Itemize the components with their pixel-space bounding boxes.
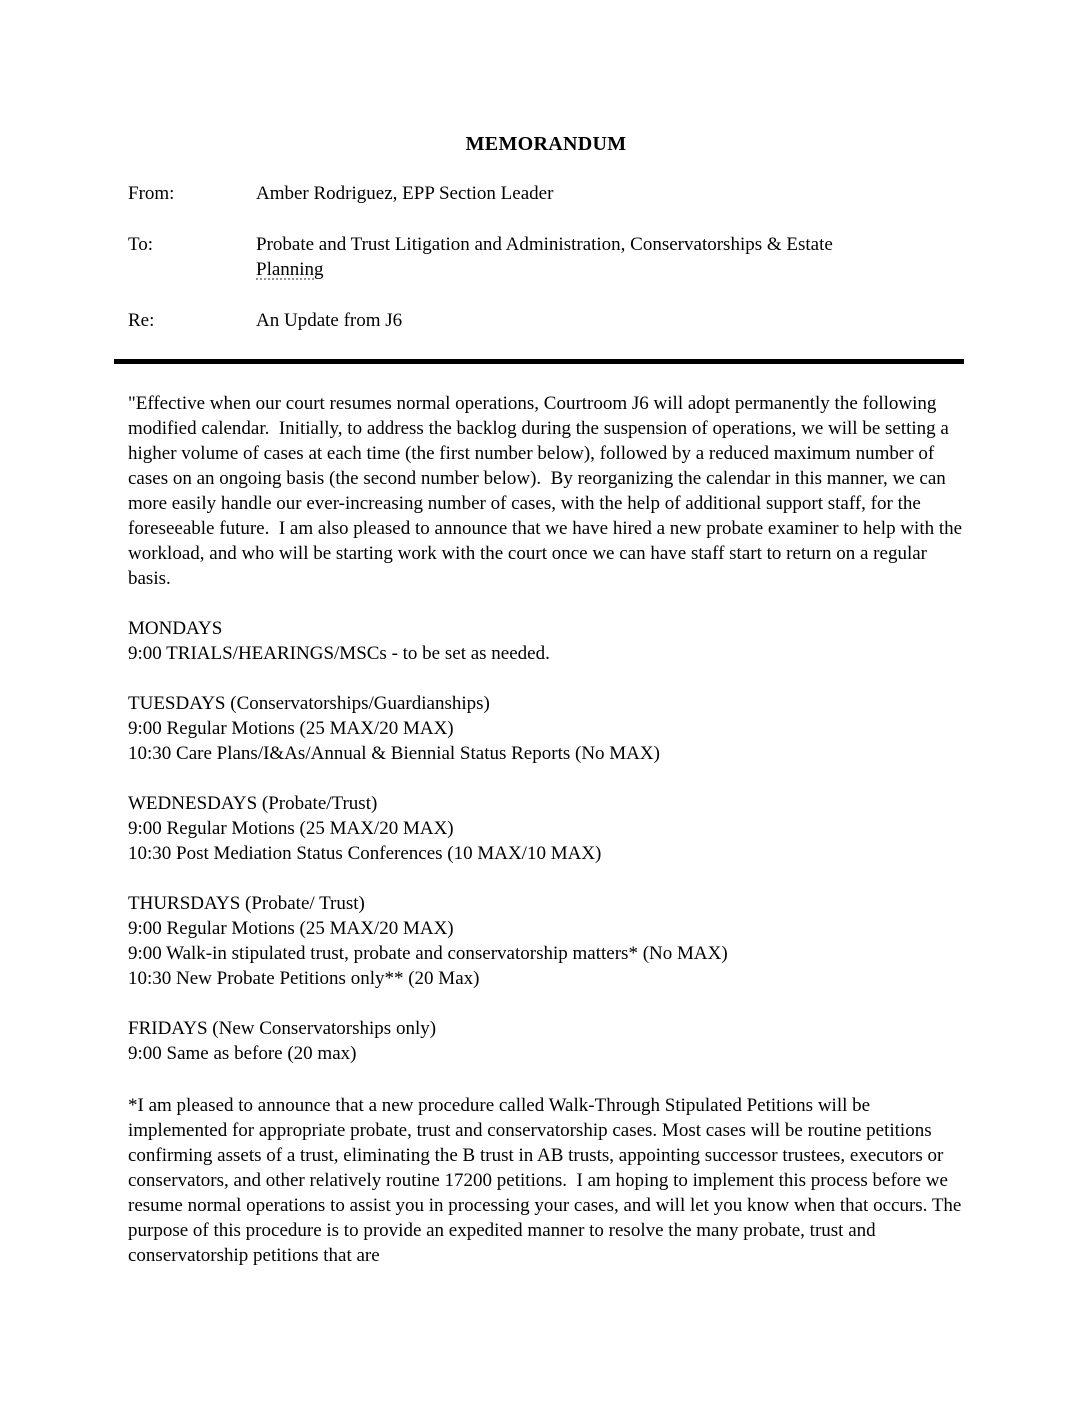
schedule-line: 9:00 Regular Motions (25 MAX/20 MAX)	[128, 718, 454, 739]
header-divider-rule	[114, 359, 964, 364]
schedule-line: 10:30 New Probate Petitions only** (20 Max)	[128, 968, 480, 989]
to-value-line1: Probate and Trust Litigation and Administration, Conservatorships & Estate	[256, 234, 833, 255]
re-value: An Update from J6	[256, 310, 403, 331]
schedule-line: 10:30 Post Mediation Status Conferences (10 MAX/10 MAX)	[128, 843, 602, 864]
memo-title: MEMORANDUM	[465, 133, 627, 155]
schedule-day-heading: FRIDAYS (New Conservatorships only)	[128, 1018, 437, 1039]
field-re	[128, 308, 964, 333]
schedule-day-heading: TUESDAYS (Conservatorships/Guardianships)	[128, 693, 490, 714]
field-to	[128, 232, 964, 282]
schedule-line: 9:00 Same as before (20 max)	[128, 1043, 357, 1064]
schedule-line: 9:00 Regular Motions (25 MAX/20 MAX)	[128, 918, 454, 939]
schedule-day-heading: MONDAYS	[128, 618, 223, 639]
schedule-wednesdays	[128, 791, 964, 866]
from-label: From:	[128, 183, 175, 204]
schedule-tuesdays	[128, 691, 964, 766]
schedule-fridays	[128, 1016, 964, 1066]
intro-paragraph: "Effective when our court resumes normal operations, Courtroom J6 will adopt permanently the following modified calendar. Initially, to address the backlog during the suspension of operations, we will be setting a higher volume of cases at each time (the first number below), followed by a reduced maximum number of cases on an ongoing basis (the second number below). By reorganizing the calendar in this manner, we can more easily handle our ever-increasing number of cases, with the help of additional support staff, for the foreseeable future. I am also pleased to announce that we have hired a new probate examiner to help with the workload, and who will be starting work with the court once we can have staff start to return on a regular basis.	[128, 393, 967, 589]
memo-content	[128, 132, 967, 1268]
schedule-line: 10:30 Care Plans/I&As/Annual & Biennial Status Reports (No MAX)	[128, 743, 660, 764]
schedule-mondays	[128, 616, 964, 666]
schedule-line: 9:00 Regular Motions (25 MAX/20 MAX)	[128, 818, 454, 839]
schedule-line: 9:00 Walk-in stipulated trust, probate and conservatorship matters* (No MAX)	[128, 943, 728, 964]
field-from	[128, 181, 964, 206]
footnote-paragraph: *I am pleased to announce that a new procedure called Walk-Through Stipulated Petitions will be implemented for appropriate probate, trust and conservatorship cases. Most cases will be routine petitions confirming assets of a trust, eliminating the B trust in AB trusts, appointing successor trustees, executors or conservators, and other relatively routine 17200 petitions. I am hoping to implement this process before we resume normal operations to assist you in processing your cases, and will let you know when that occurs. The purpose of this procedure is to provide an expedited manner to resolve the many probate, trust and conservatorship petitions that are	[128, 1095, 967, 1266]
to-value-line2: Planning	[256, 259, 324, 280]
schedule-line: 9:00 TRIALS/HEARINGS/MSCs - to be set as needed.	[128, 643, 550, 664]
to-value	[256, 232, 964, 282]
from-value: Amber Rodriguez, EPP Section Leader	[256, 183, 554, 204]
schedule-day-heading: WEDNESDAYS (Probate/Trust)	[128, 793, 378, 814]
schedule-thursdays	[128, 891, 964, 991]
schedule-day-heading: THURSDAYS (Probate/ Trust)	[128, 893, 365, 914]
to-label: To:	[128, 234, 154, 255]
re-label: Re:	[128, 310, 155, 331]
